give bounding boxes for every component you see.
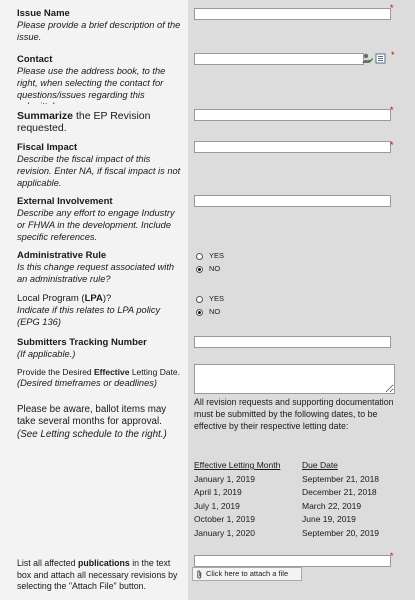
issue-name-title: Issue Name bbox=[17, 8, 70, 19]
attach-file-label: Click here to attach a file bbox=[206, 569, 289, 578]
lpa-yes-label: YES bbox=[209, 294, 225, 303]
admin-rule-label-cell bbox=[0, 244, 188, 287]
tracking-label-cell bbox=[0, 333, 188, 362]
admin-rule-yes-radio[interactable] bbox=[196, 251, 224, 261]
tracking-field-cell bbox=[188, 333, 415, 362]
row-tracking-number bbox=[0, 333, 415, 363]
admin-rule-field-cell bbox=[188, 244, 415, 287]
external-label-cell bbox=[0, 191, 188, 244]
schedule-due-date: September 21, 2018 bbox=[302, 473, 380, 484]
external-desc: Describe any effort to engage Industry or FHWA in the development. Include specific references. bbox=[17, 208, 175, 242]
contact-title: Contact bbox=[17, 54, 53, 65]
row-administrative-rule bbox=[0, 244, 415, 288]
lpa-no-label: NO bbox=[209, 307, 221, 316]
fiscal-required-mark: * bbox=[390, 140, 394, 150]
summarize-title-rest: the EP Revision requested. bbox=[17, 110, 151, 134]
lpa-no-radio[interactable] bbox=[196, 307, 220, 317]
schedule-due-date: December 21, 2018 bbox=[302, 487, 377, 497]
letting-date-textarea[interactable] bbox=[194, 364, 395, 394]
publications-label-cell bbox=[0, 549, 188, 600]
row-issue-name bbox=[0, 0, 415, 50]
publications-pre: List all affected bbox=[17, 558, 78, 568]
publications-input[interactable] bbox=[194, 555, 391, 567]
letting-title-post: Letting Date. bbox=[129, 367, 181, 377]
address-book-icon[interactable] bbox=[375, 53, 387, 64]
schedule-due-date: September 20, 2019 bbox=[302, 527, 380, 538]
schedule-letting-date: April 1, 2019 bbox=[194, 487, 242, 497]
lpa-title-post: )? bbox=[102, 293, 112, 304]
summarize-required-mark: * bbox=[390, 105, 394, 115]
contact-picker-icons bbox=[362, 53, 387, 64]
schedule-row bbox=[194, 513, 379, 527]
row-contact bbox=[0, 49, 415, 105]
issue-name-input[interactable] bbox=[194, 8, 391, 20]
contact-desc: Please use the address book, to the right, when selecting the contact for questions/issues regarding this bbox=[17, 66, 166, 100]
letting-title-bold: Effective bbox=[94, 367, 130, 377]
tracking-desc: (If applicable.) bbox=[17, 349, 76, 359]
schedule-letting-date: July 1, 2019 bbox=[194, 500, 240, 511]
schedule-due-date: March 22, 2019 bbox=[302, 500, 362, 511]
schedule-letting-date: January 1, 2020 bbox=[194, 527, 255, 538]
summarize-label-cell bbox=[0, 104, 188, 139]
row-summarize bbox=[0, 104, 415, 140]
summarize-title bbox=[17, 110, 183, 134]
radio-circle-selected[interactable] bbox=[196, 266, 203, 273]
schedule-row bbox=[194, 500, 379, 514]
check-names-icon[interactable] bbox=[362, 53, 373, 64]
schedule-header bbox=[194, 459, 379, 473]
fiscal-field-cell bbox=[188, 139, 415, 191]
contact-input[interactable] bbox=[194, 53, 364, 65]
lpa-title-pre: Local Program ( bbox=[17, 293, 85, 304]
fiscal-desc: Describe the fiscal impact of this revision. Enter NA, if fiscal impact is not applicable. bbox=[17, 154, 181, 188]
issue-name-desc: Please provide a brief description of the issue. bbox=[17, 20, 181, 42]
schedule-letting-date: January 1, 2019 bbox=[194, 473, 255, 484]
schedule-row bbox=[194, 527, 379, 541]
radio-circle[interactable] bbox=[196, 253, 203, 260]
admin-rule-no-label: NO bbox=[209, 264, 221, 273]
tracking-input[interactable] bbox=[194, 336, 391, 348]
row-publications bbox=[0, 549, 415, 600]
external-title: External Involvement bbox=[17, 196, 113, 207]
letting-note-ref: (See Letting schedule to the right.) bbox=[17, 428, 167, 440]
row-external-involvement bbox=[0, 191, 415, 245]
schedule-header-letting: Effective Letting Month bbox=[194, 460, 281, 470]
letting-schedule-table bbox=[194, 459, 379, 540]
lpa-desc: Indicate if this relates to LPA policy (EPG 136) bbox=[17, 305, 161, 327]
admin-rule-desc: Is this change request associated with an administrative rule? bbox=[17, 262, 175, 284]
summarize-field-cell bbox=[188, 104, 415, 139]
attach-file-button[interactable] bbox=[192, 567, 302, 581]
schedule-due-date: June 19, 2019 bbox=[302, 514, 356, 524]
publications-post: in the text box and attach all necessary revisions by selecting the "Attach File" button. bbox=[17, 558, 178, 591]
publications-text bbox=[17, 558, 183, 593]
external-field-cell bbox=[188, 191, 415, 244]
letting-note: Please be aware, ballot items may take several months for approval. bbox=[17, 403, 167, 428]
fiscal-input[interactable] bbox=[194, 141, 391, 153]
publications-required-mark: * bbox=[390, 551, 394, 561]
radio-circle-selected[interactable] bbox=[196, 309, 203, 316]
issue-name-required-mark: * bbox=[390, 3, 394, 13]
external-input[interactable] bbox=[194, 195, 391, 207]
admin-rule-title: Administrative Rule bbox=[17, 250, 107, 261]
publications-bold: publications bbox=[77, 558, 130, 568]
contact-required-mark: * bbox=[391, 50, 395, 60]
paperclip-icon bbox=[196, 570, 203, 579]
radio-circle[interactable] bbox=[196, 296, 203, 303]
summarize-input[interactable] bbox=[194, 109, 391, 121]
schedule-header-due: Due Date bbox=[302, 460, 338, 470]
tracking-title: Submitters Tracking Number bbox=[17, 337, 147, 348]
lpa-title bbox=[17, 293, 183, 305]
issue-name-field-cell bbox=[188, 0, 415, 49]
admin-rule-yes-label: YES bbox=[209, 251, 225, 260]
row-letting-date bbox=[0, 362, 415, 550]
publications-field-cell bbox=[188, 549, 415, 600]
issue-name-label-cell bbox=[0, 0, 188, 49]
lpa-field-cell bbox=[188, 287, 415, 333]
letting-label-cell bbox=[0, 362, 188, 549]
letting-info-text: All revision requests and supporting documentation must be submitted by the following dates, to be effective by their respective letting date: bbox=[194, 397, 394, 432]
contact-label-cell bbox=[0, 49, 188, 104]
lpa-yes-radio[interactable] bbox=[196, 294, 224, 304]
summarize-title-bold: Summarize bbox=[17, 110, 74, 122]
letting-desc: (Desired timeframes or deadlines) bbox=[17, 378, 158, 388]
letting-title-pre: Provide the Desired bbox=[17, 367, 95, 377]
schedule-row bbox=[194, 473, 379, 487]
lpa-title-bold: LPA bbox=[84, 293, 103, 304]
fiscal-label-cell bbox=[0, 139, 188, 191]
row-local-program bbox=[0, 287, 415, 334]
lpa-label-cell bbox=[0, 287, 188, 333]
row-fiscal-impact bbox=[0, 139, 415, 192]
admin-rule-no-radio[interactable] bbox=[196, 264, 220, 274]
schedule-letting-date: October 1, 2019 bbox=[194, 514, 255, 524]
contact-field-cell bbox=[188, 49, 415, 104]
fiscal-title: Fiscal Impact bbox=[17, 142, 78, 153]
letting-title bbox=[17, 366, 183, 378]
letting-field-cell bbox=[188, 362, 415, 549]
schedule-row bbox=[194, 486, 379, 500]
